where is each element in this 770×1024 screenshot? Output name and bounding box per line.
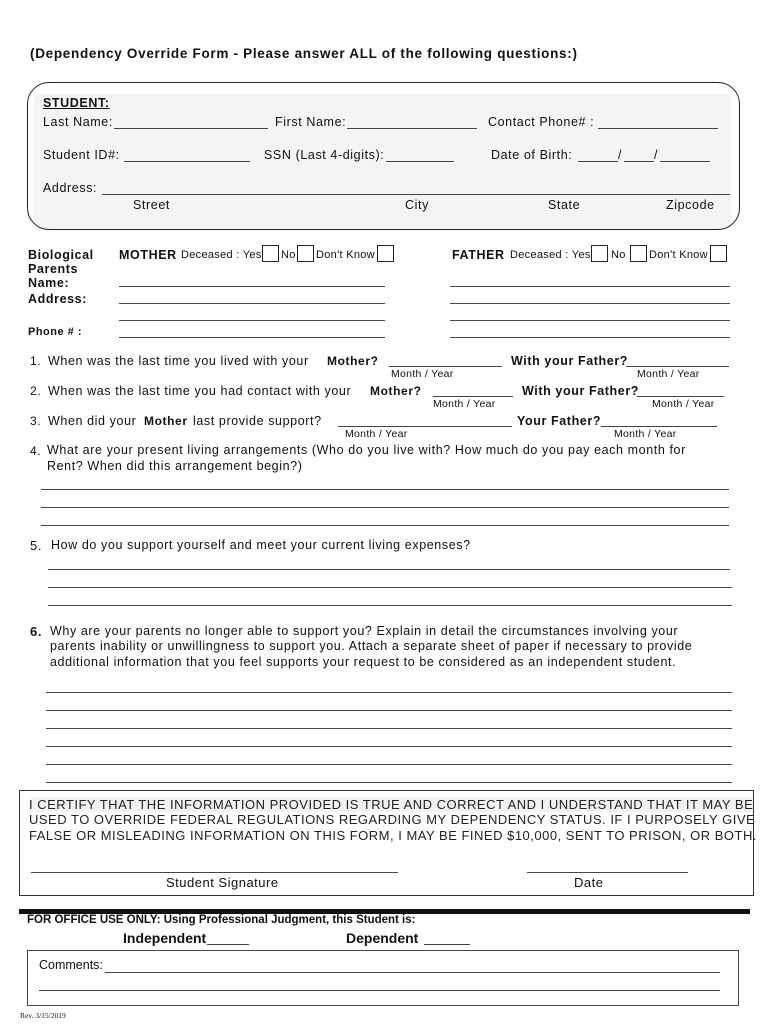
q4-answer-line-1[interactable] — [41, 489, 729, 490]
q5-number: 5. — [30, 538, 43, 553]
q3-father-field[interactable] — [601, 426, 717, 427]
mother-deceased-label: Deceased : Yes — [181, 249, 262, 261]
first-name-label: First Name: — [275, 115, 347, 129]
father-name-field[interactable] — [450, 286, 730, 287]
last-name-field[interactable] — [114, 128, 268, 129]
q1-text: When was the last time you lived with your — [48, 354, 309, 368]
q6-answer-line-1[interactable] — [46, 692, 732, 693]
q1-mother-caption: Month / Year — [391, 368, 454, 380]
q2-text: When was the last time you had contact with your — [48, 384, 352, 398]
form-title: (Dependency Override Form - Please answer ALL of the following questions:) — [30, 46, 578, 61]
q1-father-field[interactable] — [626, 366, 729, 367]
mother-phone-field[interactable] — [119, 337, 385, 338]
student-heading: STUDENT: — [43, 96, 110, 110]
q1-mother: Mother? — [327, 354, 379, 368]
father-deceased-yes-checkbox[interactable] — [591, 245, 608, 262]
ssn-field[interactable] — [386, 161, 454, 162]
q6-number: 6. — [30, 624, 43, 639]
q6-answer-line-3[interactable] — [46, 728, 732, 729]
q4-text-line1: What are your present living arrangements (Who do you live with? How much do you pay each month for — [47, 443, 686, 457]
parents-label-line2: Parents — [28, 262, 79, 276]
ssn-label: SSN (Last 4-digits): — [264, 148, 385, 162]
q4-answer-line-3[interactable] — [41, 525, 729, 526]
q1-number: 1. — [30, 354, 42, 368]
dob-day-field[interactable] — [624, 161, 654, 162]
mother-name-field[interactable] — [119, 286, 385, 287]
q5-answer-line-3[interactable] — [48, 605, 732, 606]
city-caption: City — [405, 198, 429, 212]
comments-field-1[interactable] — [105, 972, 720, 973]
comments-field-2[interactable] — [39, 990, 720, 991]
dob-separator: / — [654, 148, 659, 162]
mother-address-field-1[interactable] — [119, 303, 385, 304]
q3-number: 3. — [30, 414, 42, 428]
father-deceased-no-checkbox[interactable] — [630, 245, 647, 262]
q4-answer-line-2[interactable] — [41, 507, 729, 508]
q3-text-a: When did your — [48, 414, 137, 428]
q2-mother-field[interactable] — [433, 396, 513, 397]
q6-text-line3: additional information that you feel supports your request to be considered as an independent student. — [50, 655, 677, 669]
parents-label-line1: Biological — [28, 248, 94, 262]
zipcode-caption: Zipcode — [666, 198, 715, 212]
q3-mother: Mother — [144, 414, 188, 428]
dob-month-field[interactable] — [578, 161, 618, 162]
q3-father: Your Father? — [517, 414, 602, 428]
q1-father: With your Father? — [511, 354, 629, 368]
q2-father: With your Father? — [522, 384, 640, 398]
q6-answer-line-5[interactable] — [46, 764, 732, 765]
parents-phone-label: Phone # : — [28, 326, 83, 338]
student-id-field[interactable] — [124, 161, 250, 162]
father-no-label: No — [611, 249, 626, 261]
q4-text-line2: Rent? When did this arrangement begin?) — [47, 459, 303, 473]
revision-date: Rev. 3/15/2019 — [20, 1011, 66, 1020]
q6-answer-line-4[interactable] — [46, 746, 732, 747]
q5-text: How do you support yourself and meet your current living expenses? — [51, 538, 471, 552]
q4-number: 4. — [30, 444, 42, 458]
q2-mother: Mother? — [370, 384, 422, 398]
father-heading: FATHER — [452, 248, 505, 262]
q3-father-caption: Month / Year — [614, 428, 677, 440]
last-name-label: Last Name: — [43, 115, 113, 129]
mother-dont-know-label: Don't Know — [316, 249, 375, 261]
address-field[interactable] — [102, 194, 730, 195]
street-caption: Street — [133, 198, 170, 212]
father-dont-know-checkbox[interactable] — [710, 245, 727, 262]
q6-text-line1: Why are your parents no longer able to support you? Explain in detail the circumstances involving your — [50, 624, 679, 638]
certification-line3: FALSE OR MISLEADING INFORMATION ON THIS FORM, I MAY BE FINED $10,000, SENT TO PRISON, OR BOTH. — [29, 828, 757, 843]
first-name-field[interactable] — [347, 128, 477, 129]
mother-heading: MOTHER — [119, 248, 177, 262]
state-caption: State — [548, 198, 581, 212]
father-dont-know-label: Don't Know — [649, 249, 708, 261]
office-dependent-field[interactable] — [424, 944, 470, 945]
comments-label: Comments: — [39, 958, 103, 972]
dob-label: Date of Birth: — [491, 148, 573, 162]
certification-line1: I CERTIFY THAT THE INFORMATION PROVIDED IS TRUE AND CORRECT AND I UNDERSTAND THAT IT MAY BE — [29, 797, 754, 812]
father-phone-field[interactable] — [450, 337, 730, 338]
office-dependent-label: Dependent — [346, 930, 419, 946]
q6-answer-line-2[interactable] — [46, 710, 732, 711]
q6-answer-line-6[interactable] — [46, 782, 732, 783]
q3-mother-field[interactable] — [338, 426, 512, 427]
dob-year-field[interactable] — [660, 161, 710, 162]
certification-line2: USED TO OVERRIDE FEDERAL REGULATIONS REGARDING MY DEPENDENCY STATUS. IF I PURPOSELY GIVE — [29, 812, 756, 827]
q2-father-field[interactable] — [637, 396, 724, 397]
date-caption: Date — [574, 875, 604, 890]
comments-box — [27, 950, 739, 1006]
father-address-field-2[interactable] — [450, 320, 730, 321]
office-independent-field[interactable] — [207, 944, 249, 945]
contact-phone-field[interactable] — [598, 128, 718, 129]
q1-mother-field[interactable] — [389, 366, 502, 367]
q5-answer-line-1[interactable] — [48, 569, 730, 570]
q2-father-caption: Month / Year — [652, 398, 715, 410]
q3-text-b: last provide support? — [193, 414, 322, 428]
date-field[interactable] — [527, 872, 688, 873]
contact-phone-label: Contact Phone# : — [488, 115, 595, 129]
parents-address-label: Address: — [28, 292, 87, 306]
signature-field[interactable] — [31, 872, 398, 873]
mother-address-field-2[interactable] — [119, 320, 385, 321]
parents-label-line3: Name: — [28, 276, 70, 290]
address-label: Address: — [43, 181, 98, 195]
q2-number: 2. — [30, 384, 42, 398]
mother-dont-know-checkbox[interactable] — [377, 245, 394, 262]
mother-deceased-no-checkbox[interactable] — [297, 245, 314, 262]
father-address-field-1[interactable] — [450, 303, 730, 304]
q1-father-caption: Month / Year — [637, 368, 700, 380]
mother-deceased-yes-checkbox[interactable] — [262, 245, 279, 262]
q3-mother-caption: Month / Year — [345, 428, 408, 440]
q6-text-line2: parents inability or unwillingness to support you. Attach a separate sheet of paper if necessary to provide — [50, 639, 693, 653]
office-heading: FOR OFFICE USE ONLY: Using Professional Judgment, this Student is: — [27, 914, 416, 926]
father-deceased-label: Deceased : Yes — [510, 249, 591, 261]
student-id-label: Student ID#: — [43, 148, 120, 162]
office-independent-label: Independent — [123, 930, 207, 946]
q2-mother-caption: Month / Year — [433, 398, 496, 410]
signature-caption: Student Signature — [166, 875, 279, 890]
dob-separator: / — [618, 148, 623, 162]
mother-no-label: No — [281, 249, 296, 261]
q5-answer-line-2[interactable] — [48, 587, 732, 588]
